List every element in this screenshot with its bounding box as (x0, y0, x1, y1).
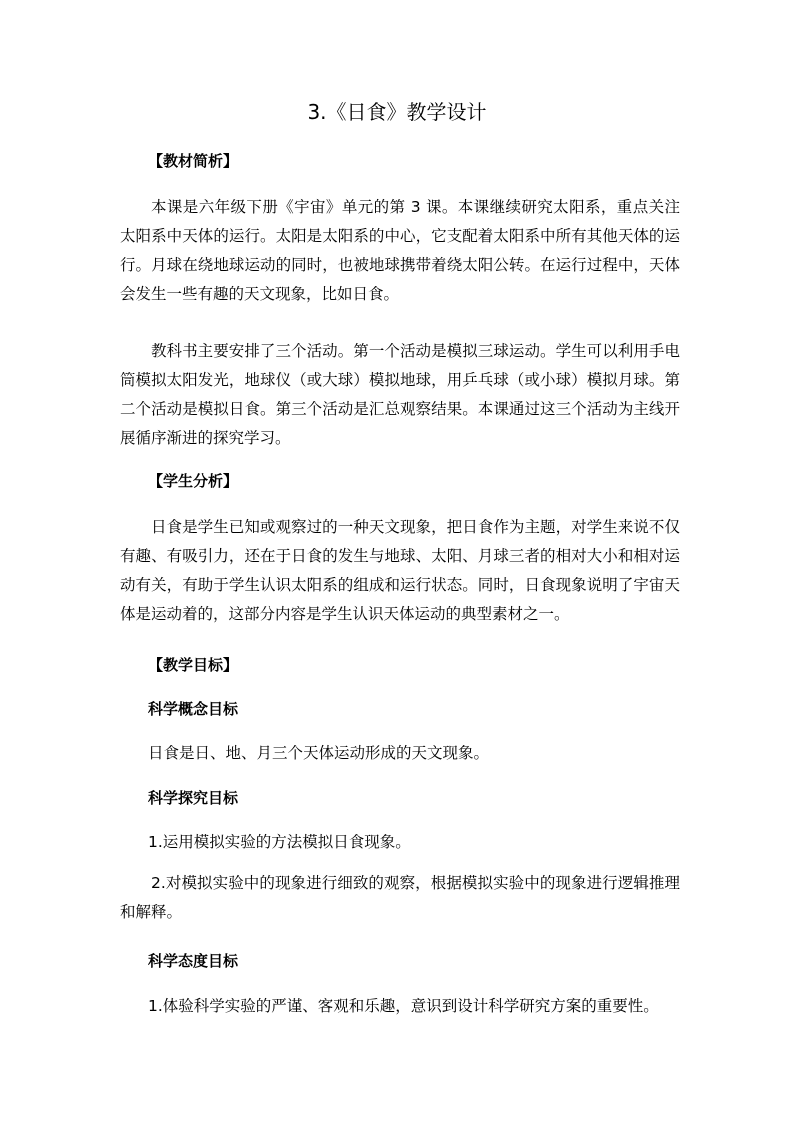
section-heading-students: 【学生分析】 (148, 472, 239, 490)
document-title: 3.《日食》教学设计 (307, 100, 487, 124)
paragraph-materials-1: 本课是六年级下册《宇宙》单元的第 3 课。本课继续研究太阳系，重点关注太阳系中天体的运行。太阳是太阳系的中心，它支配着太阳系中所有其他天体的运行。月球在绕地球运动的同时，也被地球携带着绕太阳公转。在运行过程中，天体会发生一些有趣的天文现象，比如日食。 (120, 198, 680, 303)
attitude-goal-item-1: 1.体验科学实验的严谨、客观和乐趣，意识到设计科学研究方案的重要性。 (148, 997, 659, 1015)
concept-goal-text: 日食是日、地、月三个天体运动形成的天文现象。 (148, 744, 490, 762)
inquiry-goal-item-2: 2.对模拟实验中的现象进行细致的观察，根据模拟实验中的现象进行逻辑推理和解释。 (120, 874, 680, 921)
paragraph-materials-2: 教科书主要安排了三个活动。第一个活动是模拟三球运动。学生可以利用手电筒模拟太阳发光，地球仪（或大球）模拟地球，用乒乓球（或小球）模拟月球。第二个活动是模拟日食。第三个活动是汇总观察结果。本课通过这三个活动为主线开展循序渐进的探究学习。 (120, 342, 680, 447)
section-heading-materials: 【教材简析】 (148, 152, 239, 170)
subheading-inquiry-goal: 科学探究目标 (148, 789, 239, 807)
subheading-concept-goal: 科学概念目标 (148, 700, 239, 718)
paragraph-students-1: 日食是学生已知或观察过的一种天文现象，把日食作为主题，对学生来说不仅有趣、有吸引力，还在于日食的发生与地球、太阳、月球三者的相对大小和相对运动有关，有助于学生认识太阳系的组成和运行状态。同时，日食现象说明了宇宙天体是运动着的，这部分内容是学生认识天体运动的典型素材之一。 (120, 518, 680, 623)
subheading-attitude-goal: 科学态度目标 (148, 952, 239, 970)
section-heading-goals: 【教学目标】 (148, 656, 239, 674)
inquiry-goal-item-1: 1.运用模拟实验的方法模拟日食现象。 (148, 833, 411, 851)
